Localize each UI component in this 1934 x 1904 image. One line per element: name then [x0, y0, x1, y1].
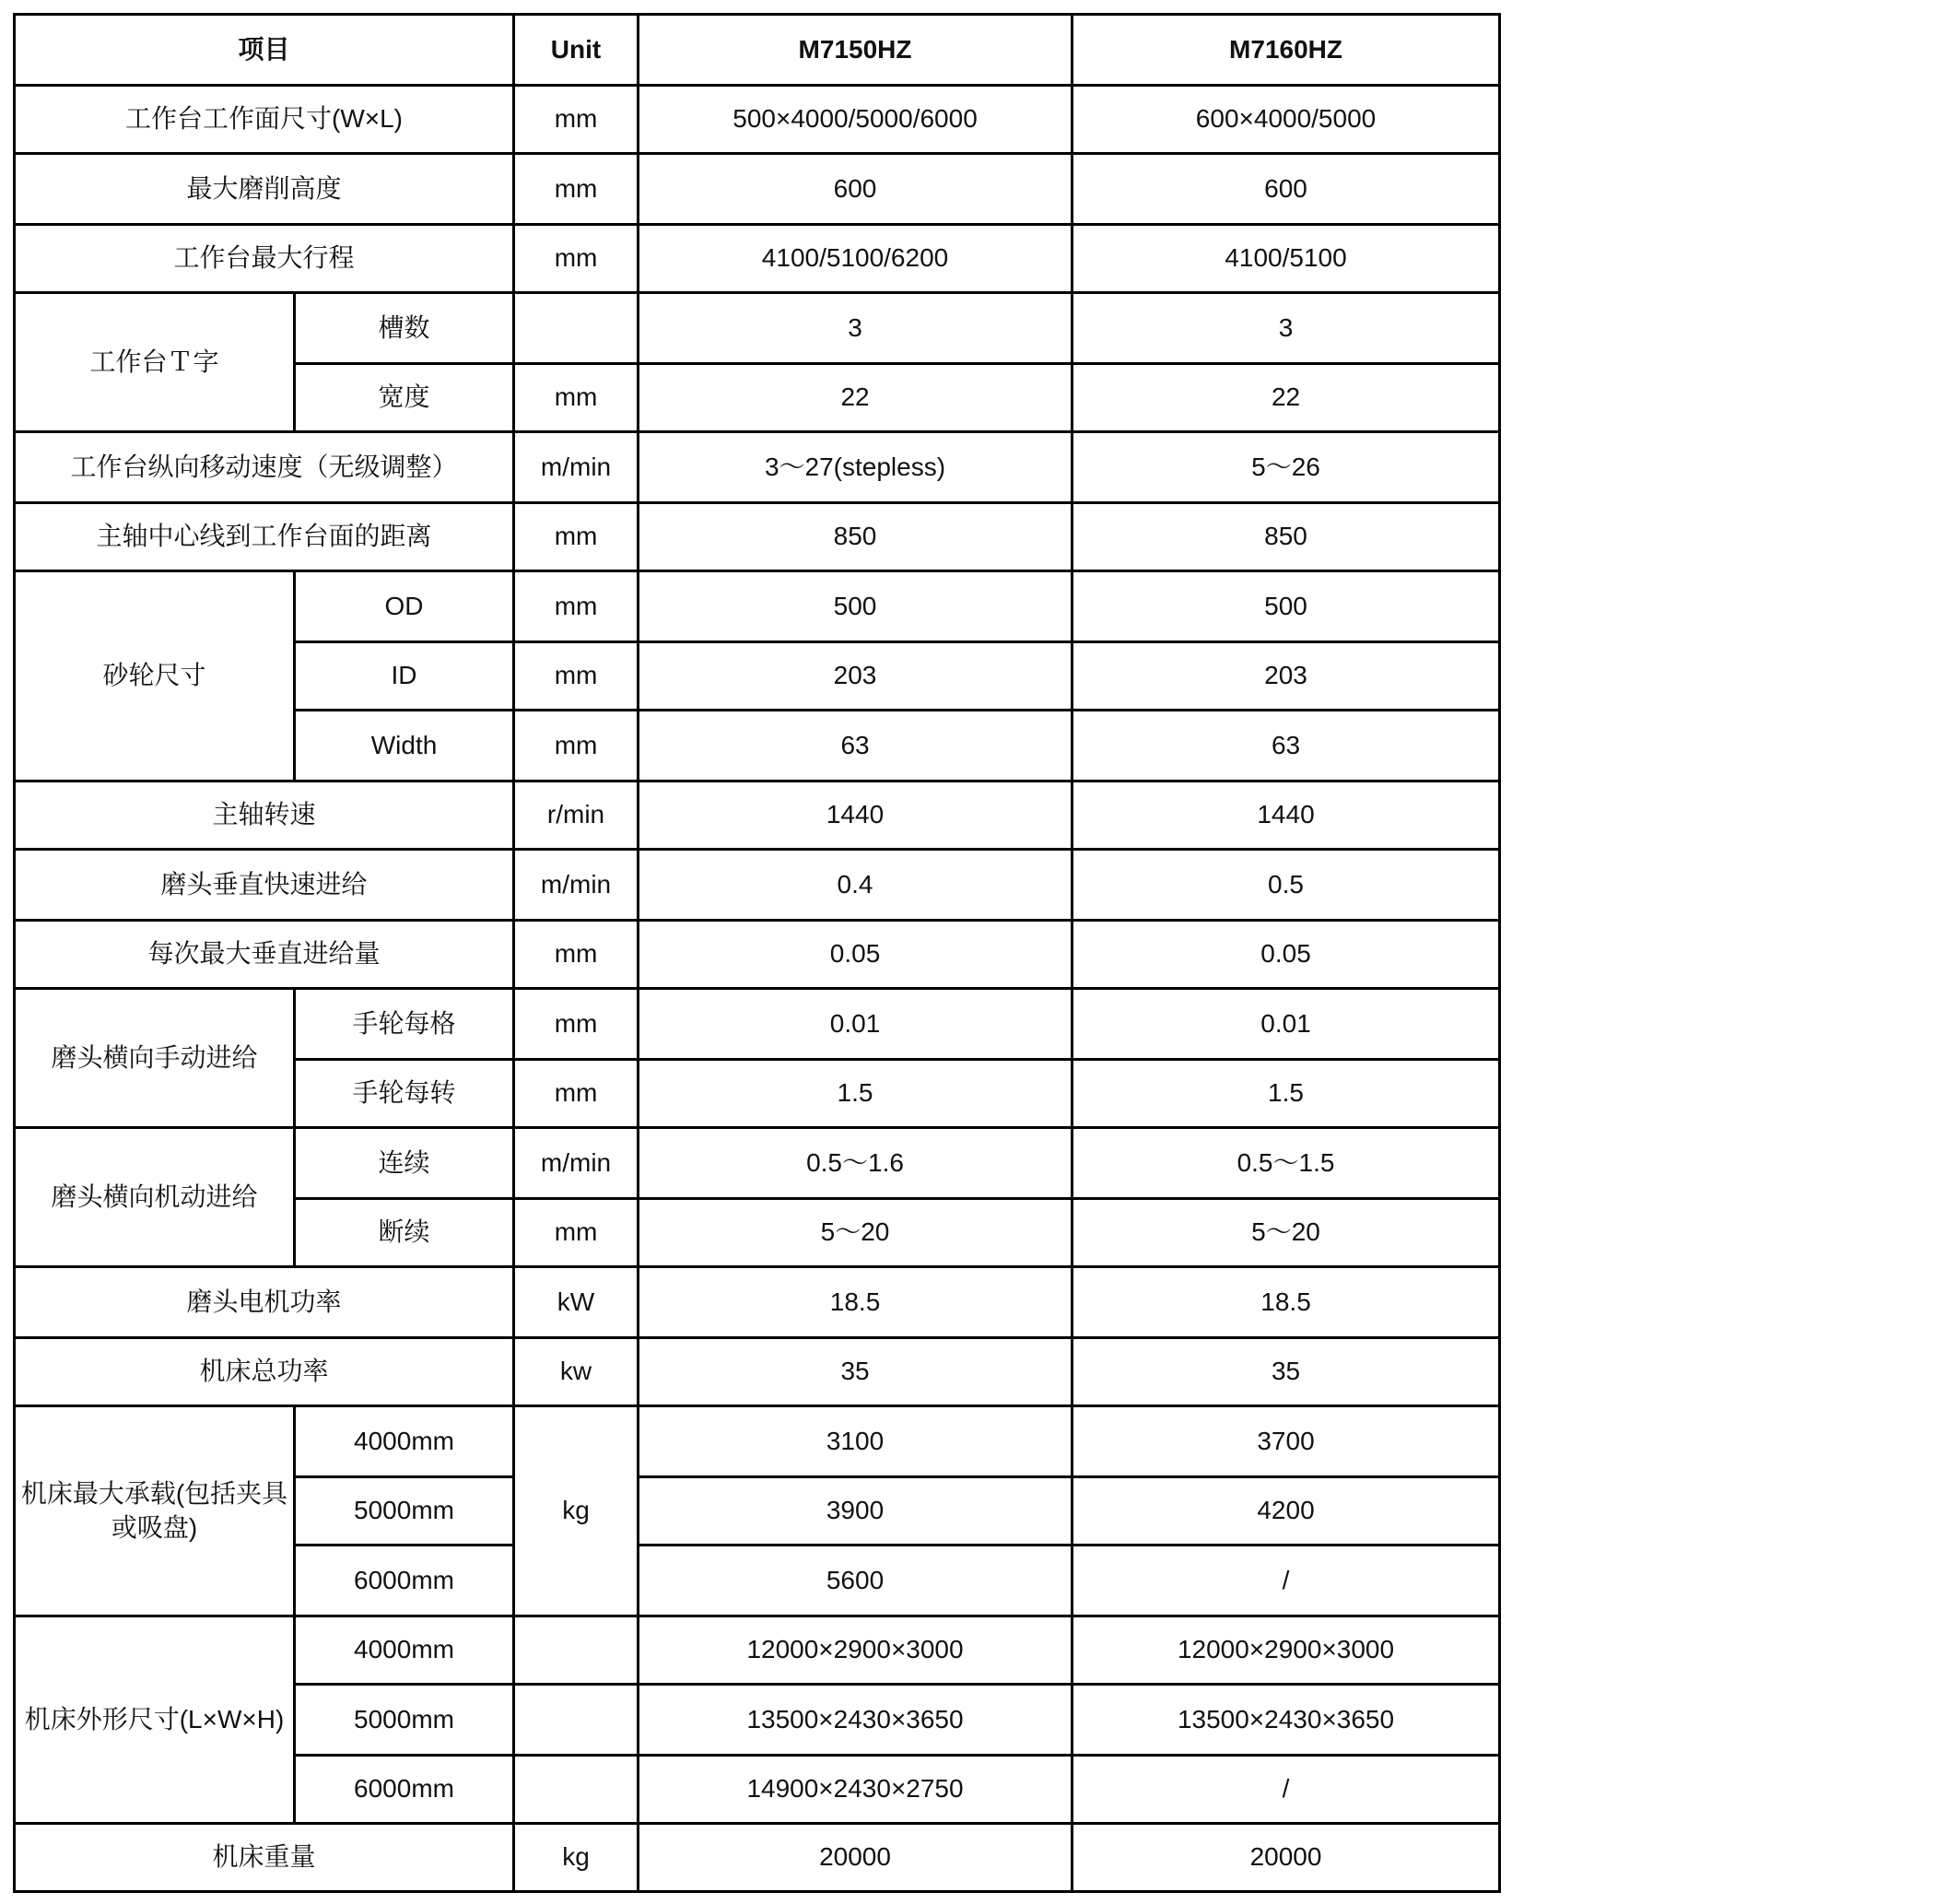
value-m7160hz: 5～20	[1072, 1199, 1500, 1267]
group-label: 磨头横向机动进给	[15, 1128, 295, 1267]
value-m7150hz: 0.4	[639, 850, 1072, 921]
sub-label: OD	[295, 571, 514, 642]
spec-label: 最大磨削高度	[15, 154, 514, 225]
spec-row	[15, 782, 1500, 850]
value-m7160hz: 35	[1072, 1338, 1500, 1406]
unit-cell: mm	[514, 1060, 639, 1128]
unit-cell: m/min	[514, 850, 639, 921]
value-m7160hz: 20000	[1072, 1824, 1500, 1892]
value-m7150hz: 3900	[639, 1477, 1072, 1546]
unit-cell: r/min	[514, 782, 639, 850]
group-label: 磨头横向手动进给	[15, 989, 295, 1128]
value-m7160hz: 850	[1072, 503, 1500, 571]
spec-label: 磨头垂直快速进给	[15, 850, 514, 921]
spec-table	[13, 13, 1501, 1893]
value-m7150hz: 14900×2430×2750	[639, 1756, 1072, 1824]
value-m7160hz: 12000×2900×3000	[1072, 1616, 1500, 1685]
spec-row	[15, 989, 1500, 1060]
spec-label: 主轴中心线到工作台面的距离	[15, 503, 514, 571]
value-m7150hz: 600	[639, 154, 1072, 225]
sub-label: 6000mm	[295, 1546, 514, 1616]
value-m7160hz: 0.5	[1072, 850, 1500, 921]
value-m7160hz: 600	[1072, 154, 1500, 225]
value-m7160hz: 4100/5100	[1072, 225, 1500, 293]
value-m7150hz: 5600	[639, 1546, 1072, 1616]
sub-label: 手轮每格	[295, 989, 514, 1060]
value-m7150hz: 0.05	[639, 921, 1072, 989]
value-m7150hz: 3100	[639, 1406, 1072, 1477]
value-m7150hz: 5～20	[639, 1199, 1072, 1267]
unit-cell	[514, 1616, 639, 1685]
spec-label: 机床重量	[15, 1824, 514, 1892]
value-m7150hz: 850	[639, 503, 1072, 571]
value-m7160hz: 0.01	[1072, 989, 1500, 1060]
sub-label: 4000mm	[295, 1406, 514, 1477]
value-m7150hz: 0.5～1.6	[639, 1128, 1072, 1199]
spec-label: 机床总功率	[15, 1338, 514, 1406]
unit-cell: mm	[514, 86, 639, 154]
value-m7160hz: 1.5	[1072, 1060, 1500, 1128]
unit-cell: mm	[514, 154, 639, 225]
unit-cell: mm	[514, 571, 639, 642]
value-m7150hz: 1440	[639, 782, 1072, 850]
value-m7160hz: 5～26	[1072, 432, 1500, 503]
unit-cell: mm	[514, 225, 639, 293]
value-m7150hz: 500	[639, 571, 1072, 642]
unit-cell: kg	[514, 1406, 639, 1616]
value-m7160hz: 22	[1072, 364, 1500, 432]
unit-cell	[514, 1685, 639, 1756]
spec-row	[15, 1616, 1500, 1685]
value-m7160hz: 1440	[1072, 782, 1500, 850]
sub-label: 5000mm	[295, 1477, 514, 1546]
unit-cell: kw	[514, 1338, 639, 1406]
spec-row	[15, 86, 1500, 154]
spec-label: 每次最大垂直进给量	[15, 921, 514, 989]
group-label: 机床外形尺寸(L×W×H)	[15, 1616, 295, 1824]
header-row	[15, 15, 1500, 86]
sub-label: 断续	[295, 1199, 514, 1267]
sub-label: 4000mm	[295, 1616, 514, 1685]
value-m7150hz: 63	[639, 711, 1072, 782]
spec-row	[15, 503, 1500, 571]
spec-row	[15, 850, 1500, 921]
value-m7160hz: /	[1072, 1546, 1500, 1616]
unit-cell	[514, 1756, 639, 1824]
header-model-m7160hz: M7160HZ	[1072, 15, 1500, 86]
unit-cell: kg	[514, 1824, 639, 1892]
value-m7150hz: 18.5	[639, 1267, 1072, 1338]
header-unit: Unit	[514, 15, 639, 86]
value-m7150hz: 3	[639, 293, 1072, 364]
spec-label: 工作台工作面尺寸(W×L)	[15, 86, 514, 154]
value-m7160hz: 203	[1072, 642, 1500, 711]
value-m7150hz: 35	[639, 1338, 1072, 1406]
value-m7150hz: 4100/5100/6200	[639, 225, 1072, 293]
spec-row	[15, 432, 1500, 503]
spec-label: 主轴转速	[15, 782, 514, 850]
spec-row	[15, 921, 1500, 989]
spec-label: 工作台最大行程	[15, 225, 514, 293]
spec-row	[15, 1406, 1500, 1477]
spec-row	[15, 1824, 1500, 1892]
sub-label: 槽数	[295, 293, 514, 364]
spec-row	[15, 293, 1500, 364]
unit-cell: m/min	[514, 432, 639, 503]
value-m7160hz: 63	[1072, 711, 1500, 782]
value-m7150hz: 0.01	[639, 989, 1072, 1060]
spec-row	[15, 225, 1500, 293]
group-label: 工作台Ｔ字	[15, 293, 295, 432]
unit-cell: m/min	[514, 1128, 639, 1199]
header-item: 项目	[15, 15, 514, 86]
value-m7150hz: 3～27(stepless)	[639, 432, 1072, 503]
value-m7150hz: 13500×2430×3650	[639, 1685, 1072, 1756]
spec-row	[15, 1128, 1500, 1199]
unit-cell: mm	[514, 1199, 639, 1267]
sub-label: ID	[295, 642, 514, 711]
value-m7160hz: 500	[1072, 571, 1500, 642]
sub-label: 5000mm	[295, 1685, 514, 1756]
spec-label: 工作台纵向移动速度（无级调整）	[15, 432, 514, 503]
sub-label: Width	[295, 711, 514, 782]
value-m7160hz: 0.5～1.5	[1072, 1128, 1500, 1199]
value-m7150hz: 1.5	[639, 1060, 1072, 1128]
unit-cell: mm	[514, 642, 639, 711]
value-m7160hz: 13500×2430×3650	[1072, 1685, 1500, 1756]
value-m7150hz: 12000×2900×3000	[639, 1616, 1072, 1685]
value-m7150hz: 20000	[639, 1824, 1072, 1892]
value-m7160hz: 600×4000/5000	[1072, 86, 1500, 154]
sub-label: 手轮每转	[295, 1060, 514, 1128]
value-m7150hz: 500×4000/5000/6000	[639, 86, 1072, 154]
value-m7160hz: 3700	[1072, 1406, 1500, 1477]
group-label: 机床最大承载(包括夹具或吸盘)	[15, 1406, 295, 1616]
spec-row	[15, 1267, 1500, 1338]
unit-cell: mm	[514, 921, 639, 989]
sub-label: 宽度	[295, 364, 514, 432]
spec-label: 磨头电机功率	[15, 1267, 514, 1338]
spec-row	[15, 571, 1500, 642]
value-m7160hz: /	[1072, 1756, 1500, 1824]
unit-cell: mm	[514, 989, 639, 1060]
value-m7160hz: 18.5	[1072, 1267, 1500, 1338]
unit-cell: mm	[514, 503, 639, 571]
unit-cell	[514, 293, 639, 364]
value-m7150hz: 22	[639, 364, 1072, 432]
header-model-m7150hz: M7150HZ	[639, 15, 1072, 86]
value-m7150hz: 203	[639, 642, 1072, 711]
unit-cell: mm	[514, 364, 639, 432]
sub-label: 连续	[295, 1128, 514, 1199]
value-m7160hz: 4200	[1072, 1477, 1500, 1546]
spec-row	[15, 154, 1500, 225]
spec-row	[15, 1338, 1500, 1406]
value-m7160hz: 3	[1072, 293, 1500, 364]
value-m7160hz: 0.05	[1072, 921, 1500, 989]
unit-cell: mm	[514, 711, 639, 782]
sub-label: 6000mm	[295, 1756, 514, 1824]
group-label: 砂轮尺寸	[15, 571, 295, 782]
unit-cell: kW	[514, 1267, 639, 1338]
